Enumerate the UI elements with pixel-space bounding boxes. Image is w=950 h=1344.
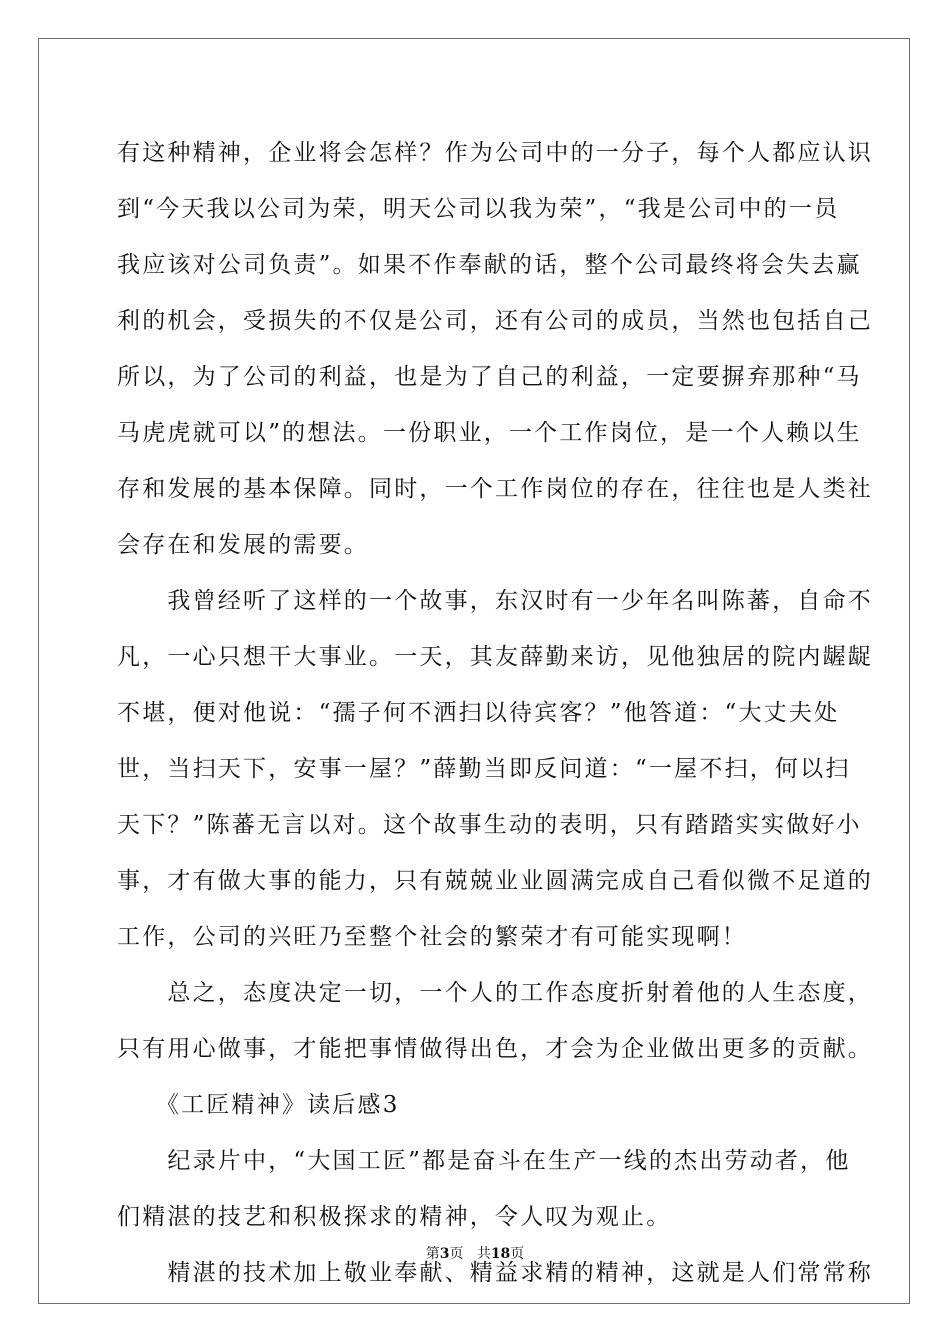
text-line: 马虎虎就可以”的想法。一份职业，一个工作岗位，是一个人赖以生 <box>117 420 862 446</box>
page-footer <box>0 1244 950 1264</box>
text-line: 们精湛的技艺和积极探求的精神，令人叹为观止。 <box>117 1204 672 1230</box>
text-line: 我应该对公司负责”。如果不作奉献的话，整个公司最终将会失去赢 <box>117 252 862 278</box>
text-line: 精湛的技术加上敬业奉献、精益求精的精神，这就是人们常常称 <box>117 1260 873 1286</box>
text-line: 有这种精神，企业将会怎样？作为公司中的一分子，每个人都应认识 <box>117 140 873 166</box>
current-page-number: 3 <box>439 1246 450 1262</box>
text-line: 总之，态度决定一切，一个人的工作态度折射着他的人生态度， <box>117 980 873 1006</box>
section-heading: 《工匠精神》读后感3 <box>117 1092 400 1118</box>
document-body <box>117 125 873 1301</box>
text-line: 只有用心做事，才能把事情做得出色，才会为企业做出更多的贡献。 <box>117 1036 873 1062</box>
page-prefix: 第 <box>425 1246 440 1262</box>
total-prefix: 共 <box>476 1246 491 1262</box>
text-line: 利的机会，受损失的不仅是公司，还有公司的成员，当然也包括自己 <box>117 308 873 334</box>
text-line: 不堪，便对他说：“孺子何不洒扫以待宾客？”他答道：“大丈夫处 <box>117 700 840 726</box>
text-line: 工作，公司的兴旺乃至整个社会的繁荣才有可能实现啊！ <box>117 924 747 950</box>
text-line: 天下？”陈蕃无言以对。这个故事生动的表明，只有踏踏实实做好小 <box>117 812 862 838</box>
page-unit: 页 <box>449 1246 464 1262</box>
total-page-number: 18 <box>490 1246 511 1262</box>
text-line: 凡，一心只想干大事业。一天，其友薛勤来访，见他独居的院内龌龊 <box>117 644 873 670</box>
text-line: 所以，为了公司的利益，也是为了自己的利益，一定要摒弃那种“马 <box>117 364 862 390</box>
text-line: 我曾经听了这样的一个故事，东汉时有一少年名叫陈蕃，自命不 <box>117 588 873 614</box>
text-line: 存和发展的基本保障。同时，一个工作岗位的存在，往往也是人类社 <box>117 476 873 502</box>
total-unit: 页 <box>510 1246 525 1262</box>
text-line: 会存在和发展的需要。 <box>117 532 369 558</box>
text-line: 到“今天我以公司为荣，明天公司以我为荣”，“我是公司中的一员 <box>117 196 840 222</box>
text-line: 世，当扫天下，安事一屋？”薛勤当即反问道：“一屋不扫，何以扫 <box>117 756 851 782</box>
text-line: 事，才有做大事的能力，只有兢兢业业圆满完成自己看似微不足道的 <box>117 868 873 894</box>
text-line: 纪录片中，“大国工匠”都是奋斗在生产一线的杰出劳动者，他 <box>117 1148 851 1174</box>
